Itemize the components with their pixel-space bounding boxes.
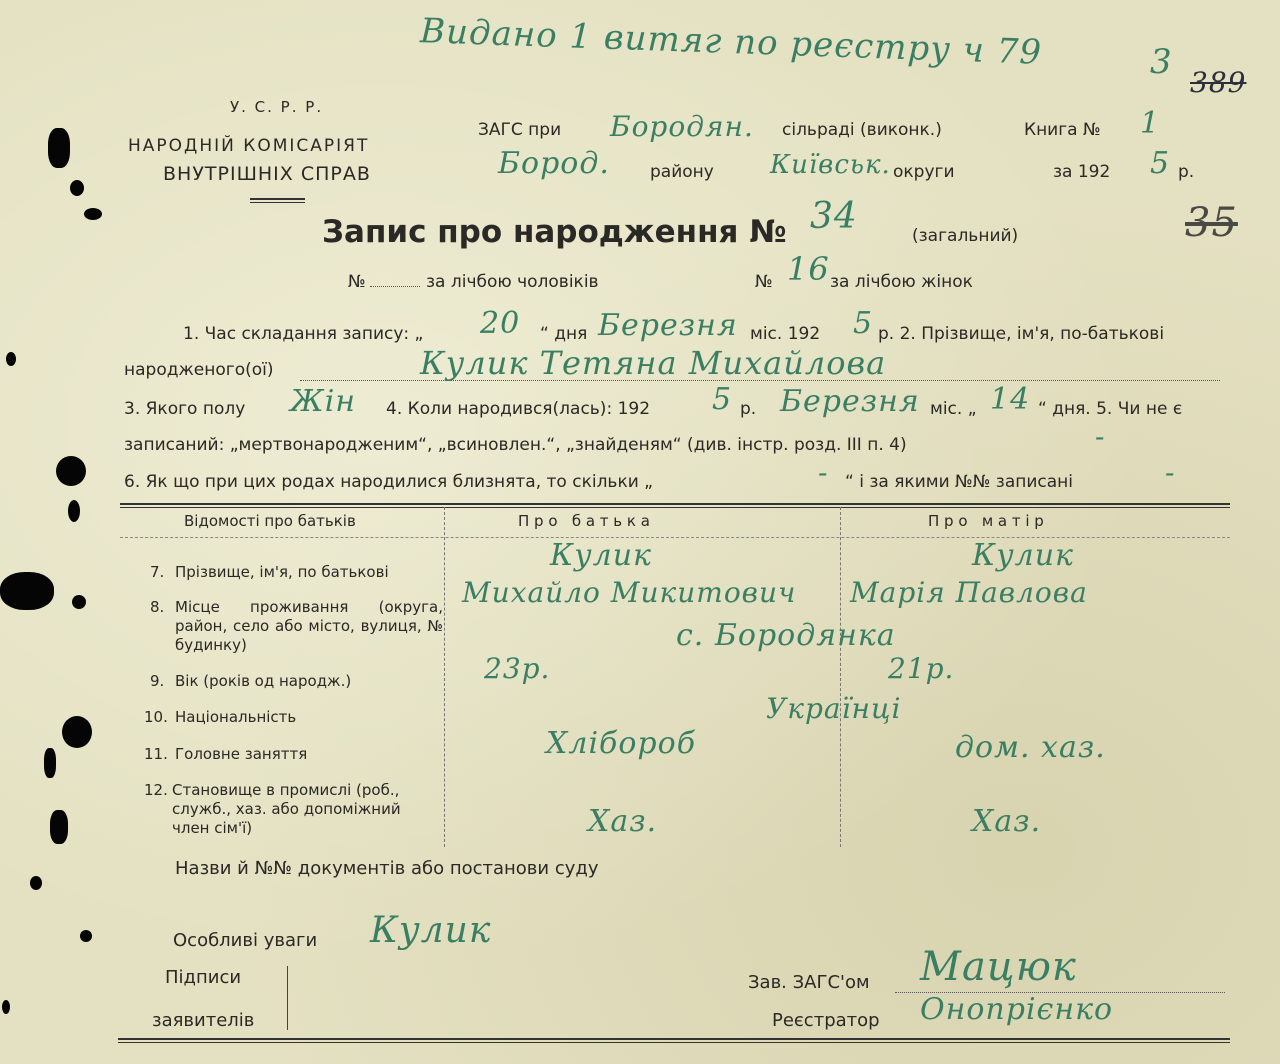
okruh-label: округи: [893, 162, 955, 182]
year-label: за 192: [1053, 162, 1111, 182]
twins-which-handwritten: -: [1165, 456, 1176, 489]
row-12-label: Становище в промислі (роб., служб., хаз. або допоміжний член сім'ї): [172, 781, 401, 837]
father-age-handwritten: 23р.: [484, 652, 551, 685]
row-11-num: 11.: [144, 745, 168, 763]
book-number-handwritten: 1: [1140, 106, 1161, 141]
table-top-rule: [120, 503, 1230, 505]
registrar-signature: Онопрієнко: [920, 992, 1114, 1027]
table-divider: [840, 507, 841, 847]
header-republic: У. С. Р. Р.: [230, 98, 324, 116]
bottom-rule: [118, 1038, 1230, 1040]
signatures-label: Підписи: [165, 967, 242, 988]
book-label: Книга №: [1024, 120, 1101, 140]
okruh-handwritten: Київськ.: [770, 150, 891, 180]
header-underline: [250, 202, 305, 203]
row-9-num: 9.: [150, 672, 165, 690]
field-1-day-handwritten: 20: [480, 306, 521, 341]
birth-year-handwritten: 5: [712, 382, 733, 417]
record-general-label: (загальний): [912, 226, 1019, 246]
punch-hole: [44, 748, 56, 778]
documents-label: Назви й №№ документів або постанови суду: [175, 858, 599, 879]
punch-hole: [84, 208, 102, 220]
father-surname-handwritten: Кулик: [550, 538, 652, 573]
birth-month-suffix: міс. „: [930, 399, 977, 419]
birth-year-suffix: р.: [740, 399, 757, 419]
head-zags-signature: Мацюк: [920, 944, 1077, 990]
row-9-label: Вік (років од народж.): [175, 672, 352, 690]
women-count-prefix: №: [755, 272, 773, 292]
father-job-handwritten: Хлібороб: [546, 726, 697, 761]
sex-handwritten: Жін: [290, 384, 357, 419]
punch-hole: [0, 572, 54, 610]
field-6-label: 6. Як що при цих родах народилися близнята, то скільки „: [124, 472, 653, 492]
punch-hole: [80, 930, 92, 942]
birth-day-suffix: “ дня. 5. Чи не є: [1038, 399, 1183, 419]
punch-hole: [72, 595, 86, 609]
row-10-label: Національність: [175, 708, 297, 726]
field-1-day-suffix: “ дня: [540, 324, 588, 344]
header-internal-affairs: ВНУТРІШНІХ СПРАВ: [163, 163, 371, 185]
year-handwritten: 5: [1150, 146, 1171, 181]
table-col-father: П р о б а т ь к а: [518, 512, 650, 530]
row-12-num: 12.: [144, 781, 168, 799]
punch-hole: [48, 128, 70, 168]
punch-hole: [56, 456, 86, 486]
women-count-handwritten: 16: [787, 250, 830, 288]
row-8-num: 8.: [150, 598, 165, 616]
women-count-label: за лічбою жінок: [830, 272, 973, 292]
father-name-handwritten: Михайло Микитович: [462, 576, 797, 609]
punch-hole: [70, 180, 84, 196]
corner-number: 3: [1150, 42, 1173, 82]
field-3-label: 3. Якого полу: [124, 399, 246, 419]
father-status-handwritten: Хаз.: [588, 804, 658, 839]
record-number-handwritten: 34: [810, 196, 858, 237]
notes-label: Особливі уваги: [173, 930, 318, 951]
silrada-label: сільраді (виконк.): [782, 120, 942, 140]
mother-name-handwritten: Марія Павлова: [850, 576, 1088, 609]
row-7-label: Прізвище, ім'я, по батькові: [175, 563, 389, 581]
mother-surname-handwritten: Кулик: [972, 538, 1074, 573]
record-title: Запис про народження №: [322, 214, 787, 250]
side-number-handwritten: 35: [1185, 200, 1238, 246]
bottom-rule: [118, 1042, 1230, 1043]
child-name-handwritten: Кулик Тетяна Михайлова: [420, 344, 887, 382]
applicants-label: заявителів: [152, 1010, 255, 1031]
field-1-label: 1. Час складання запису: „: [183, 324, 424, 344]
field-1-year-handwritten: 5: [853, 306, 874, 341]
men-count-label: за лічбою чоловіків: [426, 272, 599, 292]
table-col-mother: П р о м а т і р: [928, 512, 1044, 530]
signature-bracket: [287, 966, 288, 1030]
birth-day-handwritten: 14: [990, 382, 1031, 417]
residence-handwritten: с. Бородянка: [676, 618, 896, 653]
row-10-num: 10.: [144, 708, 168, 726]
mother-job-handwritten: дом. хаз.: [955, 730, 1106, 765]
field-6-mid: “ і за якими №№ записані: [845, 472, 1074, 492]
nationality-handwritten: Українці: [766, 692, 902, 725]
punch-hole: [2, 1000, 10, 1014]
zags-label: ЗАГС при: [478, 120, 562, 140]
handwritten-register-note: Видано 1 витяг по реєстру ч 79: [419, 11, 1043, 73]
punch-hole: [68, 500, 80, 522]
men-count-prefix: №: [348, 272, 366, 292]
mother-status-handwritten: Хаз.: [972, 804, 1042, 839]
mother-age-handwritten: 21р.: [888, 652, 955, 685]
table-divider: [444, 507, 445, 847]
row-8-label: Місце проживання (округа, район, село або місто, вулиця, № будинку): [175, 598, 443, 654]
row-11-label: Головне заняття: [175, 745, 308, 763]
punch-hole: [6, 352, 16, 366]
table-col-info: Відомості про батьків: [184, 512, 356, 530]
header-commissariat: НАРОДНІЙ КОМІСАРІЯТ: [128, 136, 370, 156]
field-2-label: народженого(ої): [124, 360, 274, 380]
field-1-month-handwritten: Березня: [598, 308, 738, 343]
header-underline: [250, 198, 305, 200]
field-5-label: записаний: „мертвонародженим“, „всиновлен.“, „знайденям“ (див. інстр. розд. III п. 4): [124, 435, 907, 455]
field-1-month-suffix: міс. 192: [750, 324, 821, 344]
district-label: району: [650, 162, 714, 182]
child-name-line: [300, 380, 1220, 381]
twins-count-handwritten: -: [818, 456, 829, 489]
men-count-blank: [370, 286, 420, 287]
village-handwritten: Бородян.: [610, 110, 754, 143]
table-top-rule: [120, 507, 1230, 508]
head-zags-label: Зав. ЗАГС'ом: [748, 972, 870, 993]
registrar-label: Реєстратор: [772, 1010, 880, 1031]
year-suffix: р.: [1178, 162, 1195, 182]
punch-hole: [30, 876, 42, 890]
row-7-num: 7.: [150, 563, 165, 581]
field-5-handwritten: -: [1095, 420, 1106, 453]
notes-handwritten: Кулик: [370, 910, 492, 951]
field-4-label: 4. Коли народився(лась): 192: [386, 399, 651, 419]
punch-hole: [50, 810, 68, 844]
punch-hole: [62, 716, 92, 748]
corner-number-crossed: 389: [1190, 66, 1247, 99]
field-1-year-suffix: р. 2. Прізвище, ім'я, по-батькові: [878, 324, 1165, 344]
district-handwritten: Бород.: [498, 146, 610, 181]
birth-month-handwritten: Березня: [780, 384, 920, 419]
